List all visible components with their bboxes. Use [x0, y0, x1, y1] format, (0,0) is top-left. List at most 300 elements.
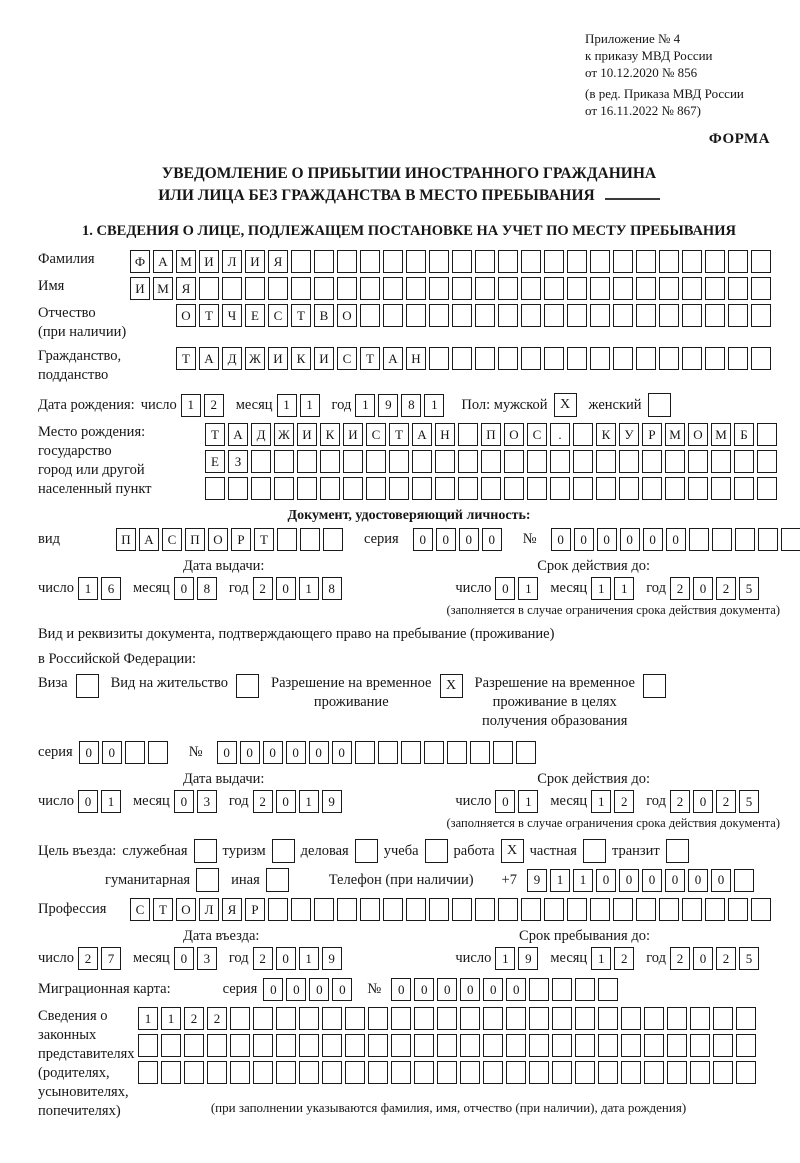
char-cell[interactable] [667, 1034, 687, 1057]
char-cell[interactable]: 0 [174, 947, 194, 970]
char-cell[interactable] [184, 1061, 204, 1084]
char-cell[interactable]: Д [222, 347, 242, 370]
char-cell[interactable]: 7 [101, 947, 121, 970]
char-cell[interactable] [230, 1034, 250, 1057]
char-cell[interactable] [667, 1061, 687, 1084]
char-cell[interactable] [297, 450, 317, 473]
char-cell[interactable]: 1 [591, 790, 611, 813]
purpose-tourism-checkbox[interactable] [272, 839, 295, 863]
char-cell[interactable] [711, 450, 731, 473]
char-cell[interactable] [412, 477, 432, 500]
char-cell[interactable] [659, 347, 679, 370]
char-cell[interactable] [251, 450, 271, 473]
char-cell[interactable] [751, 277, 771, 300]
char-cell[interactable] [529, 1034, 549, 1057]
char-cell[interactable] [389, 450, 409, 473]
char-cell[interactable] [360, 277, 380, 300]
char-cell[interactable] [406, 898, 426, 921]
char-cell[interactable] [230, 1061, 250, 1084]
char-cell[interactable]: 0 [332, 741, 352, 764]
char-cell[interactable]: Т [389, 423, 409, 446]
char-cell[interactable]: 0 [174, 577, 194, 600]
char-cell[interactable] [567, 898, 587, 921]
char-cell[interactable]: Т [254, 528, 274, 551]
char-cell[interactable]: 1 [181, 394, 201, 417]
char-cell[interactable] [406, 277, 426, 300]
char-cell[interactable]: Т [291, 304, 311, 327]
char-cell[interactable]: 0 [276, 790, 296, 813]
char-cell[interactable]: С [162, 528, 182, 551]
char-cell[interactable] [291, 250, 311, 273]
char-cell[interactable]: 0 [495, 577, 515, 600]
char-cell[interactable] [659, 277, 679, 300]
char-cell[interactable] [429, 898, 449, 921]
char-cell[interactable] [713, 1034, 733, 1057]
char-cell[interactable] [665, 477, 685, 500]
char-cell[interactable]: 5 [739, 577, 759, 600]
temp-residence-checkbox[interactable]: X [440, 674, 463, 698]
char-cell[interactable] [613, 898, 633, 921]
char-cell[interactable] [447, 741, 467, 764]
char-cell[interactable]: А [199, 347, 219, 370]
char-cell[interactable] [299, 1007, 319, 1030]
char-cell[interactable] [138, 1061, 158, 1084]
char-cell[interactable]: 1 [591, 577, 611, 600]
char-cell[interactable] [521, 250, 541, 273]
char-cell[interactable]: И [130, 277, 150, 300]
char-cell[interactable] [598, 1061, 618, 1084]
char-cell[interactable]: 1 [101, 790, 121, 813]
char-cell[interactable]: П [185, 528, 205, 551]
char-cell[interactable] [320, 477, 340, 500]
char-cell[interactable]: Ж [245, 347, 265, 370]
purpose-private-checkbox[interactable] [583, 839, 606, 863]
char-cell[interactable] [613, 277, 633, 300]
char-cell[interactable] [493, 741, 513, 764]
char-cell[interactable]: 1 [138, 1007, 158, 1030]
char-cell[interactable] [360, 898, 380, 921]
char-cell[interactable] [636, 277, 656, 300]
char-cell[interactable] [429, 347, 449, 370]
char-cell[interactable] [414, 1061, 434, 1084]
char-cell[interactable] [452, 304, 472, 327]
char-cell[interactable]: О [688, 423, 708, 446]
char-cell[interactable] [345, 1034, 365, 1057]
char-cell[interactable]: И [268, 347, 288, 370]
char-cell[interactable] [228, 477, 248, 500]
char-cell[interactable]: 1 [277, 394, 297, 417]
char-cell[interactable]: Б [734, 423, 754, 446]
char-cell[interactable] [757, 423, 777, 446]
char-cell[interactable] [596, 477, 616, 500]
char-cell[interactable] [567, 347, 587, 370]
char-cell[interactable] [598, 1034, 618, 1057]
char-cell[interactable]: 0 [482, 528, 502, 551]
char-cell[interactable]: 2 [614, 790, 634, 813]
char-cell[interactable] [322, 1061, 342, 1084]
char-cell[interactable] [199, 277, 219, 300]
char-cell[interactable] [728, 898, 748, 921]
char-cell[interactable]: У [619, 423, 639, 446]
char-cell[interactable] [527, 477, 547, 500]
char-cell[interactable]: Р [245, 898, 265, 921]
char-cell[interactable] [544, 347, 564, 370]
char-cell[interactable] [498, 347, 518, 370]
char-cell[interactable] [475, 898, 495, 921]
char-cell[interactable]: 2 [670, 790, 690, 813]
char-cell[interactable] [184, 1034, 204, 1057]
char-cell[interactable] [383, 304, 403, 327]
char-cell[interactable]: 0 [286, 741, 306, 764]
char-cell[interactable]: А [383, 347, 403, 370]
char-cell[interactable] [253, 1034, 273, 1057]
char-cell[interactable] [383, 250, 403, 273]
char-cell[interactable] [207, 1034, 227, 1057]
char-cell[interactable] [322, 1007, 342, 1030]
char-cell[interactable] [414, 1034, 434, 1057]
char-cell[interactable] [713, 1061, 733, 1084]
char-cell[interactable] [757, 477, 777, 500]
char-cell[interactable] [705, 898, 725, 921]
char-cell[interactable] [544, 250, 564, 273]
char-cell[interactable] [659, 304, 679, 327]
char-cell[interactable] [712, 528, 732, 551]
char-cell[interactable] [506, 1061, 526, 1084]
char-cell[interactable]: 0 [217, 741, 237, 764]
char-cell[interactable]: К [320, 423, 340, 446]
char-cell[interactable] [452, 898, 472, 921]
char-cell[interactable] [621, 1034, 641, 1057]
char-cell[interactable] [667, 1007, 687, 1030]
char-cell[interactable] [575, 1007, 595, 1030]
char-cell[interactable] [728, 347, 748, 370]
char-cell[interactable] [636, 250, 656, 273]
char-cell[interactable] [734, 477, 754, 500]
char-cell[interactable] [613, 250, 633, 273]
char-cell[interactable]: 0 [263, 978, 283, 1001]
char-cell[interactable]: 0 [413, 528, 433, 551]
char-cell[interactable] [736, 1061, 756, 1084]
char-cell[interactable] [138, 1034, 158, 1057]
char-cell[interactable]: М [153, 277, 173, 300]
char-cell[interactable]: 9 [518, 947, 538, 970]
char-cell[interactable]: 0 [693, 577, 713, 600]
char-cell[interactable]: 2 [716, 947, 736, 970]
char-cell[interactable] [435, 477, 455, 500]
char-cell[interactable]: 0 [286, 978, 306, 1001]
char-cell[interactable]: Ч [222, 304, 242, 327]
char-cell[interactable] [161, 1061, 181, 1084]
char-cell[interactable]: 0 [597, 528, 617, 551]
char-cell[interactable]: О [176, 304, 196, 327]
char-cell[interactable]: 9 [378, 394, 398, 417]
char-cell[interactable]: 0 [711, 869, 731, 892]
char-cell[interactable]: 6 [101, 577, 121, 600]
char-cell[interactable] [758, 528, 778, 551]
char-cell[interactable]: 2 [716, 577, 736, 600]
char-cell[interactable] [125, 741, 145, 764]
char-cell[interactable]: 1 [299, 577, 319, 600]
char-cell[interactable]: М [176, 250, 196, 273]
char-cell[interactable] [781, 528, 800, 551]
char-cell[interactable] [458, 423, 478, 446]
char-cell[interactable] [689, 528, 709, 551]
char-cell[interactable] [636, 898, 656, 921]
char-cell[interactable]: 2 [716, 790, 736, 813]
char-cell[interactable] [401, 741, 421, 764]
char-cell[interactable] [682, 277, 702, 300]
char-cell[interactable] [268, 277, 288, 300]
char-cell[interactable] [544, 277, 564, 300]
char-cell[interactable]: И [314, 347, 334, 370]
char-cell[interactable]: А [153, 250, 173, 273]
char-cell[interactable] [550, 477, 570, 500]
char-cell[interactable]: О [337, 304, 357, 327]
purpose-humanitarian-checkbox[interactable] [196, 868, 219, 892]
char-cell[interactable] [337, 250, 357, 273]
char-cell[interactable] [619, 450, 639, 473]
char-cell[interactable]: Н [435, 423, 455, 446]
char-cell[interactable] [552, 1007, 572, 1030]
char-cell[interactable]: 0 [506, 978, 526, 1001]
char-cell[interactable]: Я [268, 250, 288, 273]
char-cell[interactable] [345, 1007, 365, 1030]
char-cell[interactable]: Т [176, 347, 196, 370]
char-cell[interactable]: 0 [263, 741, 283, 764]
char-cell[interactable] [276, 1007, 296, 1030]
char-cell[interactable]: 0 [495, 790, 515, 813]
char-cell[interactable] [475, 250, 495, 273]
char-cell[interactable] [504, 477, 524, 500]
char-cell[interactable] [613, 304, 633, 327]
char-cell[interactable] [460, 1007, 480, 1030]
char-cell[interactable]: 2 [253, 947, 273, 970]
char-cell[interactable]: Л [199, 898, 219, 921]
char-cell[interactable] [690, 1061, 710, 1084]
char-cell[interactable]: 1 [518, 577, 538, 600]
char-cell[interactable] [437, 1007, 457, 1030]
char-cell[interactable]: М [665, 423, 685, 446]
char-cell[interactable] [322, 1034, 342, 1057]
char-cell[interactable]: 1 [424, 394, 444, 417]
char-cell[interactable] [406, 250, 426, 273]
char-cell[interactable] [688, 477, 708, 500]
char-cell[interactable] [251, 477, 271, 500]
char-cell[interactable]: 5 [739, 947, 759, 970]
char-cell[interactable] [567, 304, 587, 327]
char-cell[interactable] [642, 477, 662, 500]
char-cell[interactable] [590, 347, 610, 370]
char-cell[interactable] [659, 250, 679, 273]
char-cell[interactable]: Я [222, 898, 242, 921]
char-cell[interactable]: 0 [459, 528, 479, 551]
char-cell[interactable] [483, 1061, 503, 1084]
char-cell[interactable] [355, 741, 375, 764]
char-cell[interactable] [337, 898, 357, 921]
char-cell[interactable]: 1 [614, 577, 634, 600]
char-cell[interactable]: 3 [197, 947, 217, 970]
char-cell[interactable] [343, 450, 363, 473]
char-cell[interactable] [429, 277, 449, 300]
char-cell[interactable]: 0 [483, 978, 503, 1001]
char-cell[interactable] [736, 1007, 756, 1030]
char-cell[interactable]: 3 [197, 790, 217, 813]
char-cell[interactable]: В [314, 304, 334, 327]
char-cell[interactable] [751, 898, 771, 921]
char-cell[interactable]: Е [245, 304, 265, 327]
char-cell[interactable] [521, 277, 541, 300]
char-cell[interactable]: 0 [332, 978, 352, 1001]
char-cell[interactable] [642, 450, 662, 473]
sex-male-checkbox[interactable]: X [554, 393, 577, 417]
char-cell[interactable] [690, 1034, 710, 1057]
char-cell[interactable]: 0 [276, 577, 296, 600]
char-cell[interactable] [736, 1034, 756, 1057]
char-cell[interactable] [529, 1007, 549, 1030]
char-cell[interactable] [368, 1007, 388, 1030]
char-cell[interactable]: 0 [79, 741, 99, 764]
char-cell[interactable]: 2 [78, 947, 98, 970]
char-cell[interactable]: А [228, 423, 248, 446]
char-cell[interactable] [323, 528, 343, 551]
char-cell[interactable] [435, 450, 455, 473]
char-cell[interactable] [521, 304, 541, 327]
char-cell[interactable]: 1 [299, 947, 319, 970]
char-cell[interactable] [757, 450, 777, 473]
char-cell[interactable]: 2 [207, 1007, 227, 1030]
char-cell[interactable]: 2 [614, 947, 634, 970]
char-cell[interactable] [299, 1061, 319, 1084]
char-cell[interactable]: Р [642, 423, 662, 446]
char-cell[interactable]: 0 [693, 790, 713, 813]
char-cell[interactable] [498, 277, 518, 300]
char-cell[interactable] [320, 450, 340, 473]
char-cell[interactable] [274, 477, 294, 500]
char-cell[interactable] [665, 450, 685, 473]
char-cell[interactable]: К [291, 347, 311, 370]
char-cell[interactable]: 9 [322, 947, 342, 970]
char-cell[interactable] [314, 898, 334, 921]
char-cell[interactable]: 1 [78, 577, 98, 600]
char-cell[interactable]: 0 [414, 978, 434, 1001]
char-cell[interactable]: 0 [276, 947, 296, 970]
char-cell[interactable] [277, 528, 297, 551]
purpose-transit-checkbox[interactable] [666, 839, 689, 863]
char-cell[interactable] [728, 277, 748, 300]
char-cell[interactable]: С [337, 347, 357, 370]
char-cell[interactable] [552, 978, 572, 1001]
char-cell[interactable]: М [711, 423, 731, 446]
char-cell[interactable] [529, 1061, 549, 1084]
char-cell[interactable]: Ж [274, 423, 294, 446]
char-cell[interactable] [751, 304, 771, 327]
char-cell[interactable]: 0 [666, 528, 686, 551]
char-cell[interactable]: 9 [527, 869, 547, 892]
char-cell[interactable]: 2 [253, 790, 273, 813]
char-cell[interactable] [366, 477, 386, 500]
char-cell[interactable] [728, 250, 748, 273]
char-cell[interactable]: И [297, 423, 317, 446]
char-cell[interactable] [245, 277, 265, 300]
char-cell[interactable]: 1 [573, 869, 593, 892]
purpose-commercial-checkbox[interactable] [355, 839, 378, 863]
char-cell[interactable]: 2 [204, 394, 224, 417]
char-cell[interactable] [751, 347, 771, 370]
char-cell[interactable] [314, 250, 334, 273]
char-cell[interactable]: 0 [460, 978, 480, 1001]
char-cell[interactable] [481, 477, 501, 500]
char-cell[interactable] [735, 528, 755, 551]
char-cell[interactable] [414, 1007, 434, 1030]
char-cell[interactable] [161, 1034, 181, 1057]
char-cell[interactable]: С [130, 898, 150, 921]
visa-checkbox[interactable] [76, 674, 99, 698]
purpose-business-checkbox[interactable] [194, 839, 217, 863]
char-cell[interactable]: Т [153, 898, 173, 921]
char-cell[interactable]: 2 [670, 947, 690, 970]
char-cell[interactable] [705, 304, 725, 327]
char-cell[interactable] [437, 1034, 457, 1057]
char-cell[interactable] [682, 250, 702, 273]
char-cell[interactable]: Е [205, 450, 225, 473]
char-cell[interactable] [391, 1007, 411, 1030]
char-cell[interactable] [230, 1007, 250, 1030]
char-cell[interactable]: 1 [299, 790, 319, 813]
char-cell[interactable] [516, 741, 536, 764]
char-cell[interactable] [527, 450, 547, 473]
char-cell[interactable] [598, 1007, 618, 1030]
char-cell[interactable] [498, 304, 518, 327]
char-cell[interactable] [383, 898, 403, 921]
char-cell[interactable] [253, 1061, 273, 1084]
char-cell[interactable] [481, 450, 501, 473]
char-cell[interactable] [644, 1034, 664, 1057]
char-cell[interactable]: 0 [665, 869, 685, 892]
char-cell[interactable] [728, 304, 748, 327]
char-cell[interactable]: 0 [642, 869, 662, 892]
char-cell[interactable] [596, 450, 616, 473]
char-cell[interactable] [452, 250, 472, 273]
char-cell[interactable]: П [116, 528, 136, 551]
char-cell[interactable] [205, 477, 225, 500]
char-cell[interactable] [291, 898, 311, 921]
char-cell[interactable] [521, 898, 541, 921]
char-cell[interactable] [337, 277, 357, 300]
char-cell[interactable] [644, 1007, 664, 1030]
char-cell[interactable] [412, 450, 432, 473]
char-cell[interactable]: 0 [619, 869, 639, 892]
char-cell[interactable] [268, 898, 288, 921]
char-cell[interactable]: 0 [551, 528, 571, 551]
char-cell[interactable]: 0 [309, 741, 329, 764]
char-cell[interactable] [148, 741, 168, 764]
purpose-study-checkbox[interactable] [425, 839, 448, 863]
char-cell[interactable] [475, 347, 495, 370]
char-cell[interactable]: 0 [102, 741, 122, 764]
char-cell[interactable] [378, 741, 398, 764]
char-cell[interactable] [366, 450, 386, 473]
char-cell[interactable] [460, 1061, 480, 1084]
char-cell[interactable] [567, 277, 587, 300]
char-cell[interactable]: 1 [550, 869, 570, 892]
char-cell[interactable]: 0 [436, 528, 456, 551]
char-cell[interactable] [458, 450, 478, 473]
char-cell[interactable]: 5 [739, 790, 759, 813]
purpose-work-checkbox[interactable]: X [501, 839, 524, 863]
char-cell[interactable] [575, 1034, 595, 1057]
char-cell[interactable] [573, 450, 593, 473]
char-cell[interactable] [621, 1061, 641, 1084]
